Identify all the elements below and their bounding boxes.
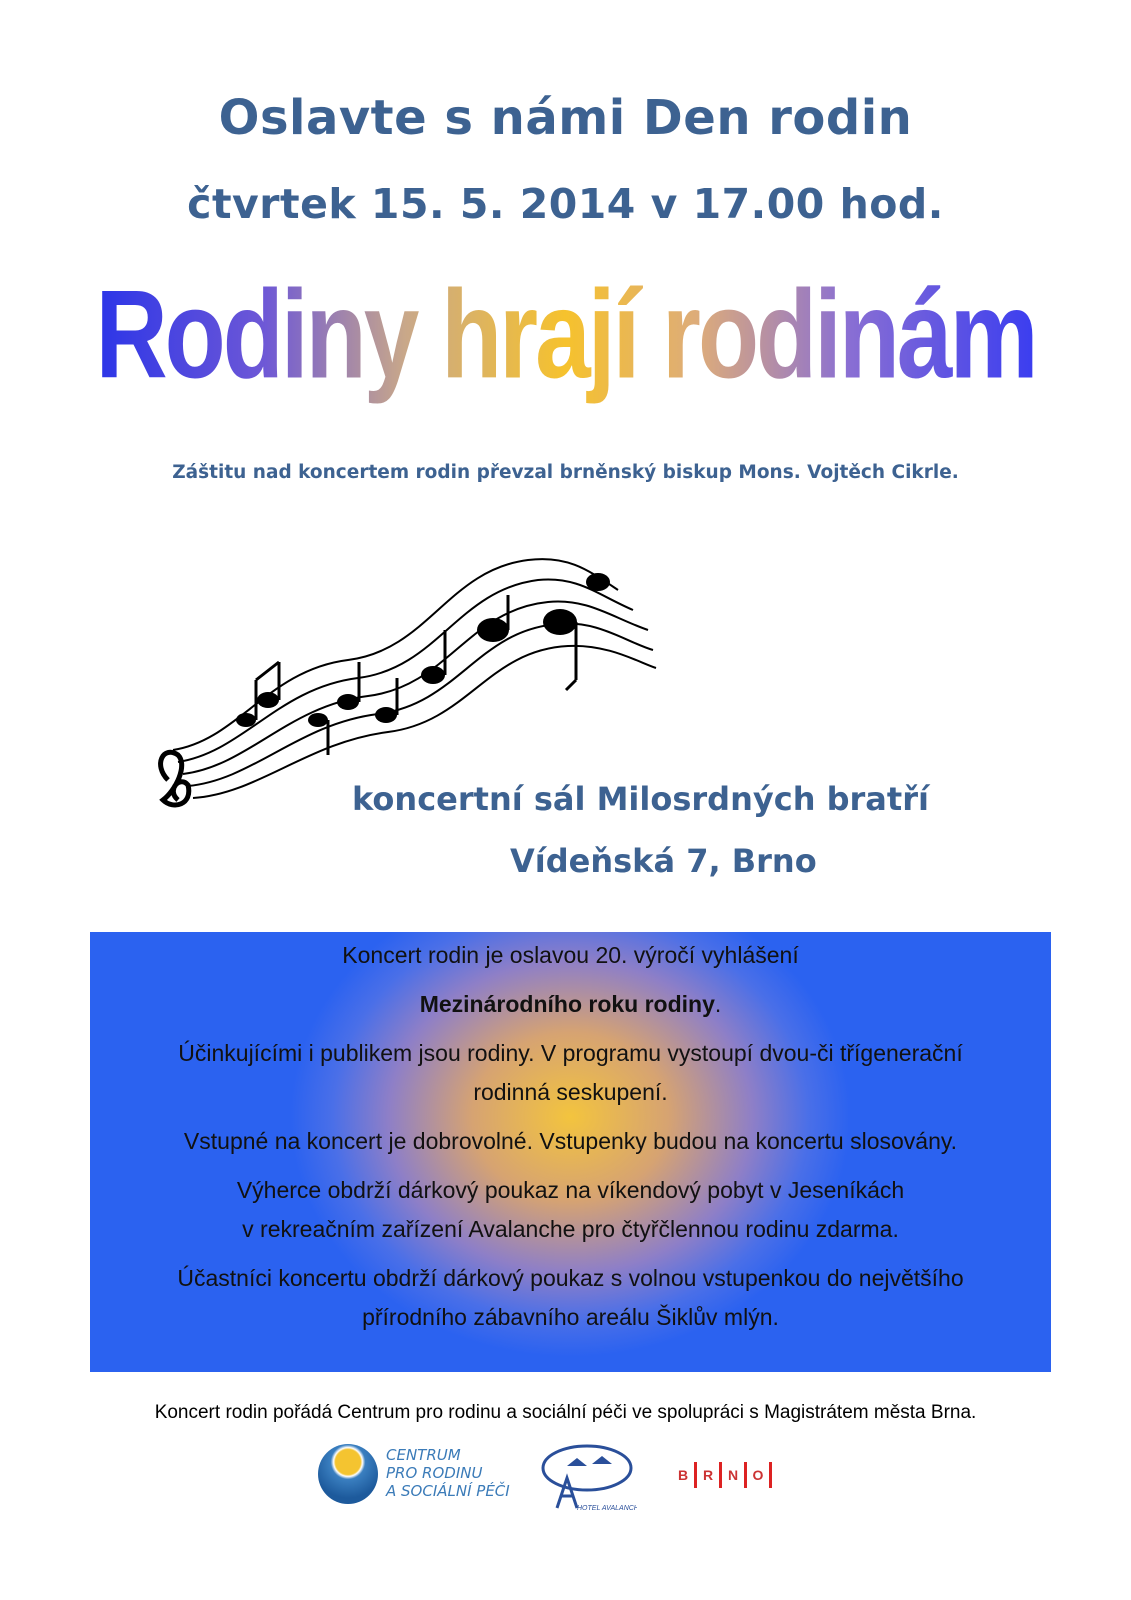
info-year-line bbox=[90, 985, 1051, 1024]
avalanche-label: HOTEL AVALANCHE bbox=[577, 1505, 637, 1512]
brno-letter-b: B bbox=[677, 1467, 689, 1483]
info-prize-a: Výherce obdrží dárkový poukaz na víkendový pobyt v Jeseníkách bbox=[236, 1177, 905, 1203]
venue-name: koncertní sál Milosrdných bratří bbox=[352, 780, 929, 818]
hotel-avalanche-icon bbox=[537, 1438, 637, 1518]
info-box bbox=[90, 932, 1051, 1372]
event-date: čtvrtek 15. 5. 2014 v 17.00 hod. bbox=[187, 180, 944, 228]
info-voucher-a: Účastníci koncertu obdrží dárkový poukaz s volnou vstupenkou do největšího bbox=[177, 1265, 964, 1291]
brno-letter-n: N bbox=[727, 1467, 739, 1483]
brno-letter-r: R bbox=[702, 1467, 714, 1483]
event-title: Oslavte s námi Den rodin bbox=[218, 90, 913, 146]
brno-letter-o: O bbox=[752, 1467, 764, 1483]
info-prize-b: v rekreačním zařízení Avalanche pro čtyřčlennou rodinu zdarma. bbox=[242, 1216, 899, 1242]
headline-wordart bbox=[0, 264, 1131, 405]
info-performers-b: rodinná seskupení. bbox=[473, 1079, 668, 1105]
info-year-tail: . bbox=[714, 991, 722, 1017]
headline-text: Rodiny hrají rodinám bbox=[95, 264, 1035, 408]
avalanche-logo bbox=[537, 1438, 637, 1518]
centrum-line-3: A SOCIÁLNÍ PÉČI bbox=[386, 1482, 510, 1500]
brno-bar bbox=[769, 1462, 772, 1488]
venue-address: Vídeňská 7, Brno bbox=[510, 842, 817, 880]
centrum-line-1: CENTRUM bbox=[386, 1446, 461, 1464]
info-admission: Vstupné na koncert je dobrovolné. Vstupenky budou na koncertu slosovány. bbox=[183, 1128, 958, 1154]
organizer-note: Koncert rodin pořádá Centrum pro rodinu a sociální péči ve spolupráci s Magistrátem města Brna. bbox=[154, 1402, 977, 1423]
sun-circle-icon bbox=[316, 1442, 380, 1506]
brno-logo bbox=[650, 1440, 830, 1516]
centrum-line-2: PRO RODINU bbox=[386, 1464, 483, 1482]
info-anniversary: Koncert rodin je oslavou 20. výročí vyhlášení bbox=[342, 942, 799, 968]
patronage-note: Záštitu nad koncertem rodin převzal brněnský biskup Mons. Vojtěch Cikrle. bbox=[172, 462, 959, 483]
info-voucher-b: přírodního zábavního areálu Šiklův mlýn. bbox=[362, 1304, 779, 1330]
info-performers-a: Účinkujícími i publikem jsou rodiny. V programu vystoupí dvou-či třígenerační bbox=[178, 1040, 963, 1066]
info-year-bold: Mezinárodního roku rodiny bbox=[419, 991, 715, 1017]
centrum-logo bbox=[316, 1440, 536, 1510]
